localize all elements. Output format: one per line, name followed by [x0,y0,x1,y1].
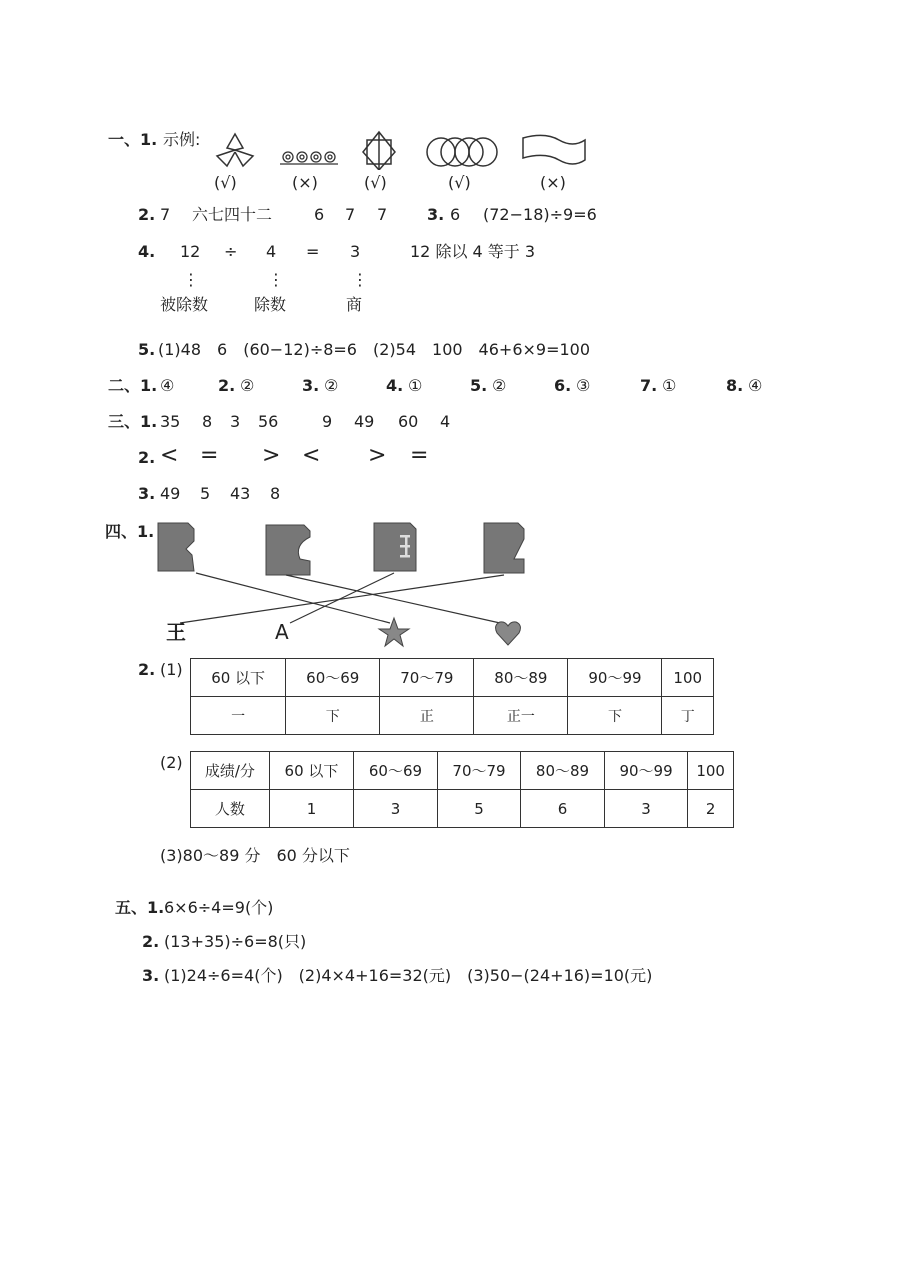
mark-5: (×) [540,173,566,192]
t1-h5: 90～99 [568,659,662,697]
q1-4-equals: = [306,242,320,261]
s3-2-v3: > [262,443,281,468]
s4-2-p1-label: (1) [160,660,183,679]
cutout-2 [266,525,310,575]
tally-table [190,658,714,735]
s3-3-label: 3. [138,484,156,503]
q1-2-v4: 7 [345,205,356,224]
dots-1: ⋮ [183,270,199,289]
heart-icon [496,622,521,645]
s5-3-text: (1)24÷6=4(个) (2)4×4+16=32(元) (3)50−(24+16)=10(元) [164,966,653,985]
square-diamond-figure [363,132,395,170]
s2-answer-2: ② [240,376,255,395]
t1-h2: 60～69 [286,659,380,697]
s3-1-v4: 56 [258,412,279,431]
s3-1-v7: 60 [398,412,419,431]
target-a: A [275,620,289,644]
ribbon-figure [523,135,585,164]
s3-3-v4: 8 [270,484,281,503]
t2-h5: 90～99 [604,752,688,790]
t2-h6: 100 [688,752,734,790]
s2-num-8: 8. [726,376,744,395]
q1-4-label: 4. [138,242,156,261]
q1-4-quotient: 3 [350,242,361,261]
s2-num-7: 7. [640,376,658,395]
t2-h2: 60～69 [354,752,438,790]
s2-answer-3: ② [324,376,339,395]
q1-3-label: 3. [427,205,445,224]
s3-2-v2: = [200,443,219,468]
t2-row1-head: 成绩/分 [191,752,270,790]
section-4-label: 四、1. [105,522,155,541]
s3-2-v5: > [368,443,387,468]
s5-2-label: 2. [142,932,160,951]
s4-2-p2-label: (2) [160,753,183,772]
swirl-figure [280,152,338,164]
q1-3-v1: 6 [450,205,461,224]
s2-answer-7: ① [662,376,677,395]
name-divisor: 除数 [254,295,287,314]
s3-2-label: 2. [138,448,156,467]
s3-1-v5: 9 [322,412,333,431]
s2-num-6: 6. [554,376,572,395]
s3-1-v6: 49 [354,412,375,431]
s2-num-5: 5. [470,376,488,395]
q1-2-v3: 6 [314,205,325,224]
t2-c1: 1 [269,790,354,828]
mark-4: (√) [448,173,471,192]
s3-1-v1: 35 [160,412,181,431]
q1-4-reading: 12 除以 4 等于 3 [410,242,536,261]
t1-tally-2: 下 [286,697,380,735]
q1-5-label: 5. [138,340,156,359]
mark-1: (√) [214,173,237,192]
t2-row2-head: 人数 [191,790,270,828]
q1-3-v2: (72−18)÷9=6 [483,205,597,224]
s2-num-3: 3. [302,376,320,395]
s5-3-label: 3. [142,966,160,985]
s2-answer-4: ① [408,376,423,395]
cutout-3 [374,523,416,571]
matching-figure [150,515,540,650]
name-dividend: 被除数 [160,295,209,314]
section-5-label: 五、1. [115,898,165,917]
t1-h1: 60 以下 [191,659,286,697]
t1-h3: 70～79 [380,659,474,697]
windmill-figure [217,134,253,166]
count-table [190,751,734,828]
section-1-label: 一、1. [108,130,158,149]
example-label: 示例: [163,130,201,149]
mark-3: (√) [364,173,387,192]
q1-5-text: (1)48 6 (60−12)÷8=6 (2)54 100 46+6×9=100 [158,340,591,359]
s3-2-v6: = [410,443,429,468]
s2-num-4: 4. [386,376,404,395]
s5-1-text: 6×6÷4=9(个) [164,898,274,917]
t1-tally-1: 一 [191,697,286,735]
s3-1-v8: 4 [440,412,451,431]
q1-2-label: 2. [138,205,156,224]
t2-c6: 2 [688,790,734,828]
s3-2-v1: < [160,443,179,468]
s4-2-label: 2. [138,660,156,679]
q1-4-divisor: 4 [266,242,277,261]
q1-4-divide-sign: ÷ [224,242,238,261]
t1-h4: 80～89 [474,659,568,697]
s2-answer-1: ④ [160,376,175,395]
s5-2-text: (13+35)÷6=8(只) [164,932,307,951]
example-figures [205,130,595,170]
cutout-1 [158,523,194,571]
t2-c2: 3 [354,790,438,828]
name-quotient: 商 [346,295,363,314]
dots-3: ⋮ [352,270,368,289]
s2-answer-8: ④ [748,376,763,395]
section-3-label: 三、1. [108,412,158,431]
s3-3-v3: 43 [230,484,251,503]
s4-2-p3: (3)80～89 分 60 分以下 [160,846,350,865]
t2-h4: 80～89 [521,752,605,790]
t2-c5: 3 [604,790,688,828]
dots-2: ⋮ [268,270,284,289]
q1-2-v5: 7 [377,205,388,224]
s3-3-v1: 49 [160,484,181,503]
t2-h3: 70～79 [437,752,521,790]
s2-answer-5: ② [492,376,507,395]
s2-num-2: 2. [218,376,236,395]
match-lines [180,573,504,623]
q1-2-v1: 7 [160,205,171,224]
mark-2: (×) [292,173,318,192]
target-wang: 王 [166,620,186,644]
q1-4-dividend: 12 [180,242,201,261]
s3-1-v2: 8 [202,412,213,431]
t2-c4: 6 [521,790,605,828]
q1-2-v2: 六七四十二 [192,205,273,224]
cutout-4 [484,523,524,573]
s3-1-v3: 3 [230,412,241,431]
s3-2-v4: < [302,443,321,468]
t2-h1: 60 以下 [269,752,354,790]
s2-answer-6: ③ [576,376,591,395]
t1-tally-6: 丁 [662,697,714,735]
t1-tally-5: 下 [568,697,662,735]
t1-tally-4: 正一 [474,697,568,735]
star-icon [379,618,409,646]
t1-tally-3: 正 [380,697,474,735]
rings-figure [427,138,497,166]
s3-3-v2: 5 [200,484,211,503]
section-2-label: 二、1. [108,376,158,395]
t1-h6: 100 [662,659,714,697]
t2-c3: 5 [437,790,521,828]
